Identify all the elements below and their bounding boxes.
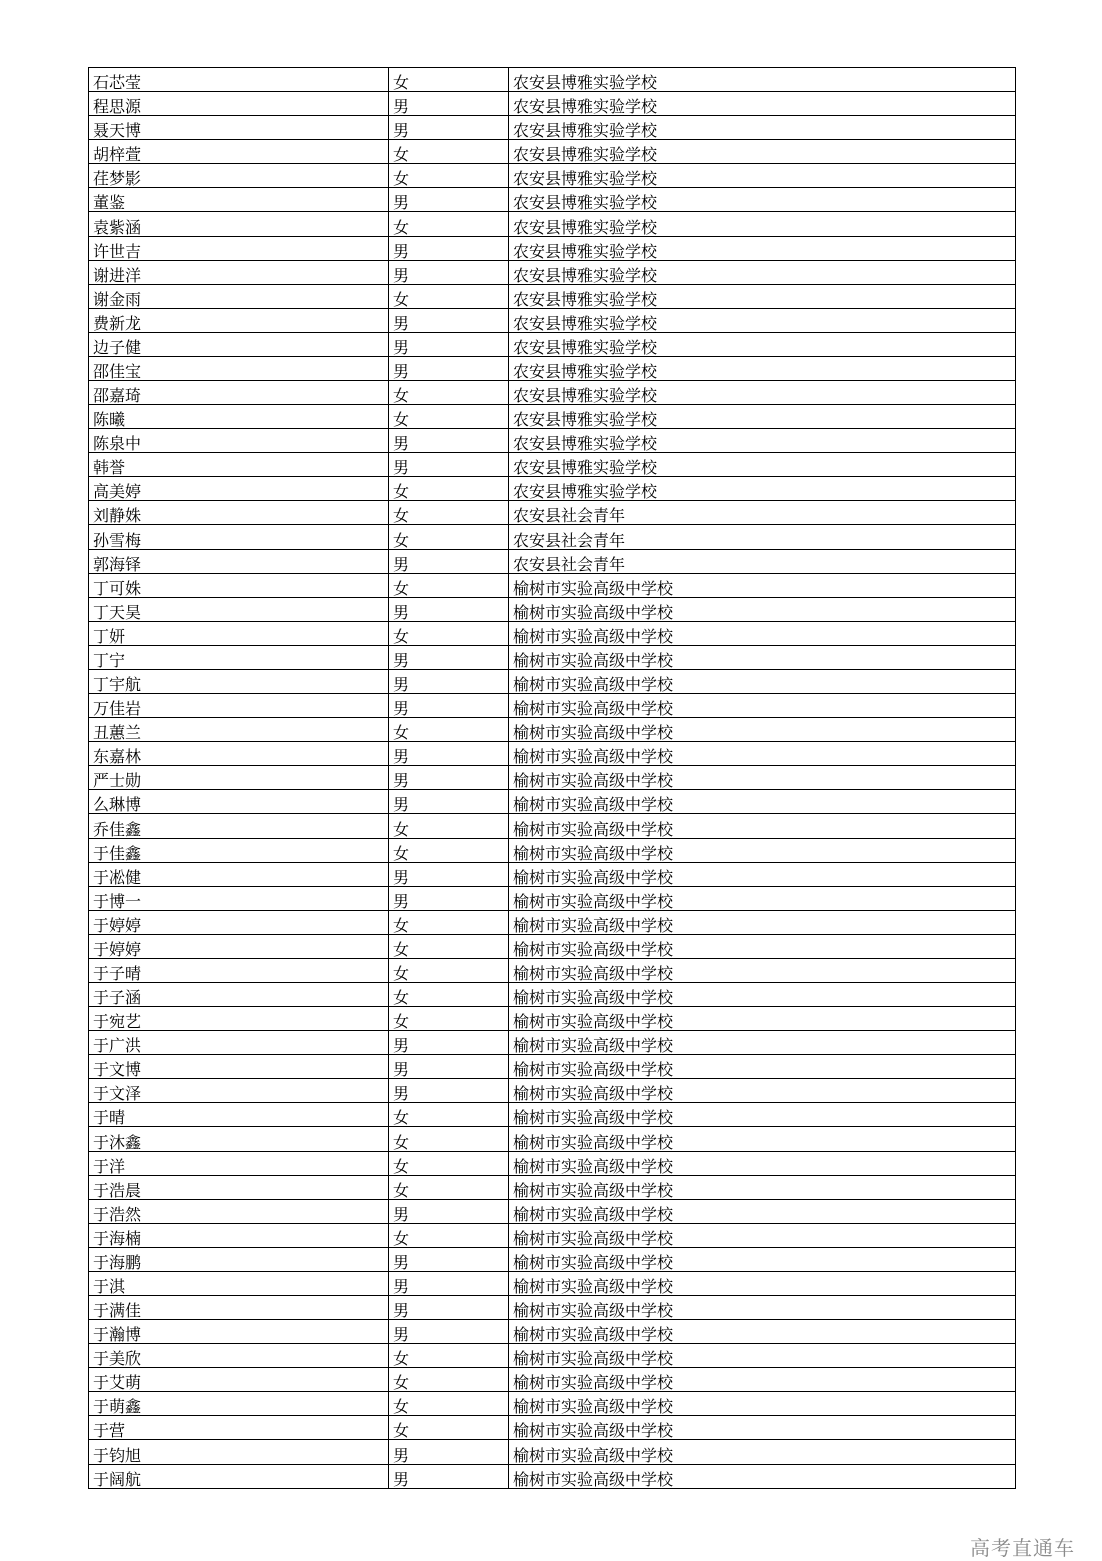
school-cell: 榆树市实验高级中学校	[509, 814, 1016, 838]
gender-cell: 男	[389, 669, 509, 693]
student-name-cell: 于浩晨	[89, 1175, 389, 1199]
student-name-cell: 聂天博	[89, 116, 389, 140]
student-name-cell: 丁天昊	[89, 597, 389, 621]
table-row	[89, 1127, 1016, 1151]
school-cell: 榆树市实验高级中学校	[509, 862, 1016, 886]
student-name-cell: 邵佳宝	[89, 356, 389, 380]
gender-cell: 女	[389, 1103, 509, 1127]
gender-cell: 男	[389, 453, 509, 477]
table-row	[89, 1007, 1016, 1031]
school-cell: 农安县博雅实验学校	[509, 429, 1016, 453]
student-name-cell: 么琳博	[89, 790, 389, 814]
school-cell: 榆树市实验高级中学校	[509, 1271, 1016, 1295]
student-name-cell: 于广洪	[89, 1031, 389, 1055]
table-row	[89, 116, 1016, 140]
table-row	[89, 1368, 1016, 1392]
student-name-cell: 于钧旭	[89, 1440, 389, 1464]
school-cell: 榆树市实验高级中学校	[509, 1416, 1016, 1440]
student-name-cell: 乔佳鑫	[89, 814, 389, 838]
table-row	[89, 982, 1016, 1006]
gender-cell: 男	[389, 1320, 509, 1344]
student-name-cell: 于晴	[89, 1103, 389, 1127]
student-name-cell: 丁妍	[89, 621, 389, 645]
student-name-cell: 于沐鑫	[89, 1127, 389, 1151]
table-row	[89, 694, 1016, 718]
gender-cell: 男	[389, 236, 509, 260]
gender-cell: 男	[389, 1055, 509, 1079]
gender-cell: 女	[389, 718, 509, 742]
table-row	[89, 645, 1016, 669]
student-name-cell: 石芯莹	[89, 68, 389, 92]
student-name-cell: 于海楠	[89, 1223, 389, 1247]
table-row	[89, 1055, 1016, 1079]
table-row	[89, 766, 1016, 790]
gender-cell: 女	[389, 1151, 509, 1175]
gender-cell: 男	[389, 742, 509, 766]
school-cell: 农安县博雅实验学校	[509, 164, 1016, 188]
student-name-cell: 于海鹏	[89, 1247, 389, 1271]
student-name-cell: 谢进洋	[89, 260, 389, 284]
school-cell: 榆树市实验高级中学校	[509, 1368, 1016, 1392]
gender-cell: 男	[389, 790, 509, 814]
school-cell: 农安县博雅实验学校	[509, 381, 1016, 405]
school-cell: 榆树市实验高级中学校	[509, 669, 1016, 693]
gender-cell: 女	[389, 164, 509, 188]
school-cell: 榆树市实验高级中学校	[509, 1247, 1016, 1271]
student-name-cell: 邵嘉琦	[89, 381, 389, 405]
gender-cell: 女	[389, 621, 509, 645]
gender-cell: 男	[389, 1079, 509, 1103]
school-cell: 榆树市实验高级中学校	[509, 1175, 1016, 1199]
table-row	[89, 886, 1016, 910]
student-name-cell: 董鉴	[89, 188, 389, 212]
student-name-cell: 许世吉	[89, 236, 389, 260]
table-row	[89, 934, 1016, 958]
gender-cell: 女	[389, 405, 509, 429]
table-row	[89, 1440, 1016, 1464]
school-cell: 农安县博雅实验学校	[509, 236, 1016, 260]
student-name-cell: 丁宁	[89, 645, 389, 669]
table-row	[89, 838, 1016, 862]
gender-cell: 女	[389, 501, 509, 525]
gender-cell: 女	[389, 1344, 509, 1368]
gender-cell: 男	[389, 308, 509, 332]
gender-cell: 女	[389, 1007, 509, 1031]
school-cell: 榆树市实验高级中学校	[509, 597, 1016, 621]
student-name-cell: 丑蕙兰	[89, 718, 389, 742]
student-name-cell: 高美婷	[89, 477, 389, 501]
watermark-text: 高考直通车	[970, 1536, 1075, 1560]
gender-cell: 男	[389, 1031, 509, 1055]
gender-cell: 女	[389, 838, 509, 862]
student-name-cell: 韩誉	[89, 453, 389, 477]
gender-cell: 男	[389, 1295, 509, 1319]
student-name-cell: 于凇健	[89, 862, 389, 886]
gender-cell: 男	[389, 1440, 509, 1464]
table-row	[89, 718, 1016, 742]
student-name-cell: 于淇	[89, 1271, 389, 1295]
table-row	[89, 501, 1016, 525]
gender-cell: 女	[389, 68, 509, 92]
student-name-cell: 于萌鑫	[89, 1392, 389, 1416]
table-row	[89, 308, 1016, 332]
school-cell: 榆树市实验高级中学校	[509, 886, 1016, 910]
table-row	[89, 910, 1016, 934]
gender-cell: 女	[389, 573, 509, 597]
table-row	[89, 429, 1016, 453]
student-name-cell: 孙雪梅	[89, 525, 389, 549]
table-row	[89, 525, 1016, 549]
gender-cell: 女	[389, 1175, 509, 1199]
school-cell: 农安县社会青年	[509, 501, 1016, 525]
school-cell: 榆树市实验高级中学校	[509, 621, 1016, 645]
student-name-cell: 于宛艺	[89, 1007, 389, 1031]
table-row	[89, 260, 1016, 284]
table-row	[89, 453, 1016, 477]
student-name-cell: 严士勋	[89, 766, 389, 790]
school-cell: 榆树市实验高级中学校	[509, 1079, 1016, 1103]
student-name-cell: 于博一	[89, 886, 389, 910]
student-name-cell: 于佳鑫	[89, 838, 389, 862]
table-row	[89, 1295, 1016, 1319]
school-cell: 榆树市实验高级中学校	[509, 1223, 1016, 1247]
table-row	[89, 1344, 1016, 1368]
gender-cell: 女	[389, 284, 509, 308]
gender-cell: 女	[389, 140, 509, 164]
table-row	[89, 1223, 1016, 1247]
school-cell: 农安县博雅实验学校	[509, 260, 1016, 284]
gender-cell: 男	[389, 92, 509, 116]
school-cell: 榆树市实验高级中学校	[509, 1103, 1016, 1127]
school-cell: 榆树市实验高级中学校	[509, 1392, 1016, 1416]
school-cell: 榆树市实验高级中学校	[509, 958, 1016, 982]
table-row	[89, 164, 1016, 188]
school-cell: 农安县博雅实验学校	[509, 68, 1016, 92]
school-cell: 榆树市实验高级中学校	[509, 934, 1016, 958]
school-cell: 榆树市实验高级中学校	[509, 1295, 1016, 1319]
school-cell: 榆树市实验高级中学校	[509, 910, 1016, 934]
student-name-cell: 于子晴	[89, 958, 389, 982]
school-cell: 农安县社会青年	[509, 549, 1016, 573]
table-row	[89, 284, 1016, 308]
gender-cell: 男	[389, 260, 509, 284]
student-name-cell: 陈泉中	[89, 429, 389, 453]
school-cell: 农安县博雅实验学校	[509, 212, 1016, 236]
student-name-cell: 袁紫涵	[89, 212, 389, 236]
gender-cell: 女	[389, 814, 509, 838]
school-cell: 榆树市实验高级中学校	[509, 766, 1016, 790]
student-name-cell: 于满佳	[89, 1295, 389, 1319]
school-cell: 榆树市实验高级中学校	[509, 1199, 1016, 1223]
student-name-cell: 于阔航	[89, 1464, 389, 1488]
table-row	[89, 597, 1016, 621]
table-row	[89, 1199, 1016, 1223]
student-name-cell: 陈曦	[89, 405, 389, 429]
gender-cell: 女	[389, 381, 509, 405]
student-name-cell: 郭海铎	[89, 549, 389, 573]
gender-cell: 男	[389, 645, 509, 669]
student-name-cell: 于洋	[89, 1151, 389, 1175]
table-row	[89, 669, 1016, 693]
table-row	[89, 958, 1016, 982]
student-name-cell: 刘静姝	[89, 501, 389, 525]
roster-table	[88, 67, 1016, 1489]
table-row	[89, 549, 1016, 573]
school-cell: 榆树市实验高级中学校	[509, 790, 1016, 814]
gender-cell: 女	[389, 910, 509, 934]
student-name-cell: 东嘉林	[89, 742, 389, 766]
gender-cell: 女	[389, 982, 509, 1006]
school-cell: 榆树市实验高级中学校	[509, 573, 1016, 597]
table-row	[89, 1392, 1016, 1416]
school-cell: 农安县博雅实验学校	[509, 116, 1016, 140]
school-cell: 榆树市实验高级中学校	[509, 1007, 1016, 1031]
school-cell: 农安县博雅实验学校	[509, 453, 1016, 477]
school-cell: 农安县博雅实验学校	[509, 405, 1016, 429]
gender-cell: 女	[389, 212, 509, 236]
table-row	[89, 1031, 1016, 1055]
school-cell: 榆树市实验高级中学校	[509, 694, 1016, 718]
table-row	[89, 92, 1016, 116]
table-row	[89, 381, 1016, 405]
student-name-cell: 丁宇航	[89, 669, 389, 693]
roster-table-body	[89, 68, 1016, 1489]
student-name-cell: 费新龙	[89, 308, 389, 332]
gender-cell: 女	[389, 477, 509, 501]
school-cell: 农安县博雅实验学校	[509, 332, 1016, 356]
student-name-cell: 万佳岩	[89, 694, 389, 718]
gender-cell: 男	[389, 116, 509, 140]
student-name-cell: 谢金雨	[89, 284, 389, 308]
table-row	[89, 236, 1016, 260]
table-row	[89, 1271, 1016, 1295]
gender-cell: 男	[389, 1464, 509, 1488]
school-cell: 农安县博雅实验学校	[509, 188, 1016, 212]
school-cell: 榆树市实验高级中学校	[509, 1127, 1016, 1151]
gender-cell: 男	[389, 766, 509, 790]
school-cell: 榆树市实验高级中学校	[509, 1320, 1016, 1344]
gender-cell: 男	[389, 862, 509, 886]
gender-cell: 女	[389, 934, 509, 958]
gender-cell: 女	[389, 525, 509, 549]
gender-cell: 男	[389, 886, 509, 910]
table-row	[89, 742, 1016, 766]
table-row	[89, 1079, 1016, 1103]
table-row	[89, 477, 1016, 501]
school-cell: 榆树市实验高级中学校	[509, 838, 1016, 862]
gender-cell: 男	[389, 1271, 509, 1295]
gender-cell: 男	[389, 597, 509, 621]
student-name-cell: 胡梓萱	[89, 140, 389, 164]
table-row	[89, 814, 1016, 838]
school-cell: 农安县博雅实验学校	[509, 140, 1016, 164]
table-row	[89, 1151, 1016, 1175]
student-name-cell: 于婷婷	[89, 934, 389, 958]
gender-cell: 男	[389, 332, 509, 356]
table-row	[89, 68, 1016, 92]
table-row	[89, 1320, 1016, 1344]
table-row	[89, 332, 1016, 356]
gender-cell: 男	[389, 356, 509, 380]
school-cell: 榆树市实验高级中学校	[509, 982, 1016, 1006]
school-cell: 农安县博雅实验学校	[509, 356, 1016, 380]
school-cell: 农安县博雅实验学校	[509, 477, 1016, 501]
table-row	[89, 1247, 1016, 1271]
gender-cell: 女	[389, 1416, 509, 1440]
table-row	[89, 140, 1016, 164]
gender-cell: 男	[389, 188, 509, 212]
gender-cell: 女	[389, 1223, 509, 1247]
student-name-cell: 于文泽	[89, 1079, 389, 1103]
table-row	[89, 212, 1016, 236]
gender-cell: 男	[389, 694, 509, 718]
school-cell: 农安县博雅实验学校	[509, 92, 1016, 116]
table-row	[89, 1416, 1016, 1440]
table-row	[89, 573, 1016, 597]
school-cell: 榆树市实验高级中学校	[509, 718, 1016, 742]
table-row	[89, 621, 1016, 645]
gender-cell: 男	[389, 1199, 509, 1223]
gender-cell: 男	[389, 549, 509, 573]
student-name-cell: 于瀚博	[89, 1320, 389, 1344]
gender-cell: 女	[389, 1368, 509, 1392]
gender-cell: 女	[389, 1392, 509, 1416]
school-cell: 榆树市实验高级中学校	[509, 1151, 1016, 1175]
student-name-cell: 于子涵	[89, 982, 389, 1006]
school-cell: 农安县社会青年	[509, 525, 1016, 549]
gender-cell: 男	[389, 1247, 509, 1271]
student-name-cell: 荏梦影	[89, 164, 389, 188]
student-name-cell: 边子健	[89, 332, 389, 356]
gender-cell: 男	[389, 429, 509, 453]
table-row	[89, 405, 1016, 429]
student-name-cell: 于婷婷	[89, 910, 389, 934]
school-cell: 榆树市实验高级中学校	[509, 1031, 1016, 1055]
student-name-cell: 于文博	[89, 1055, 389, 1079]
table-row	[89, 188, 1016, 212]
school-cell: 榆树市实验高级中学校	[509, 1440, 1016, 1464]
school-cell: 榆树市实验高级中学校	[509, 1055, 1016, 1079]
gender-cell: 女	[389, 1127, 509, 1151]
school-cell: 农安县博雅实验学校	[509, 308, 1016, 332]
table-row	[89, 1464, 1016, 1488]
school-cell: 榆树市实验高级中学校	[509, 645, 1016, 669]
table-row	[89, 1175, 1016, 1199]
student-name-cell: 于艾萌	[89, 1368, 389, 1392]
school-cell: 榆树市实验高级中学校	[509, 1344, 1016, 1368]
school-cell: 榆树市实验高级中学校	[509, 1464, 1016, 1488]
student-name-cell: 于美欣	[89, 1344, 389, 1368]
student-name-cell: 于营	[89, 1416, 389, 1440]
table-row	[89, 790, 1016, 814]
table-row	[89, 356, 1016, 380]
school-cell: 农安县博雅实验学校	[509, 284, 1016, 308]
gender-cell: 女	[389, 958, 509, 982]
student-name-cell: 程思源	[89, 92, 389, 116]
school-cell: 榆树市实验高级中学校	[509, 742, 1016, 766]
student-name-cell: 于浩然	[89, 1199, 389, 1223]
student-name-cell: 丁可姝	[89, 573, 389, 597]
table-row	[89, 862, 1016, 886]
table-row	[89, 1103, 1016, 1127]
